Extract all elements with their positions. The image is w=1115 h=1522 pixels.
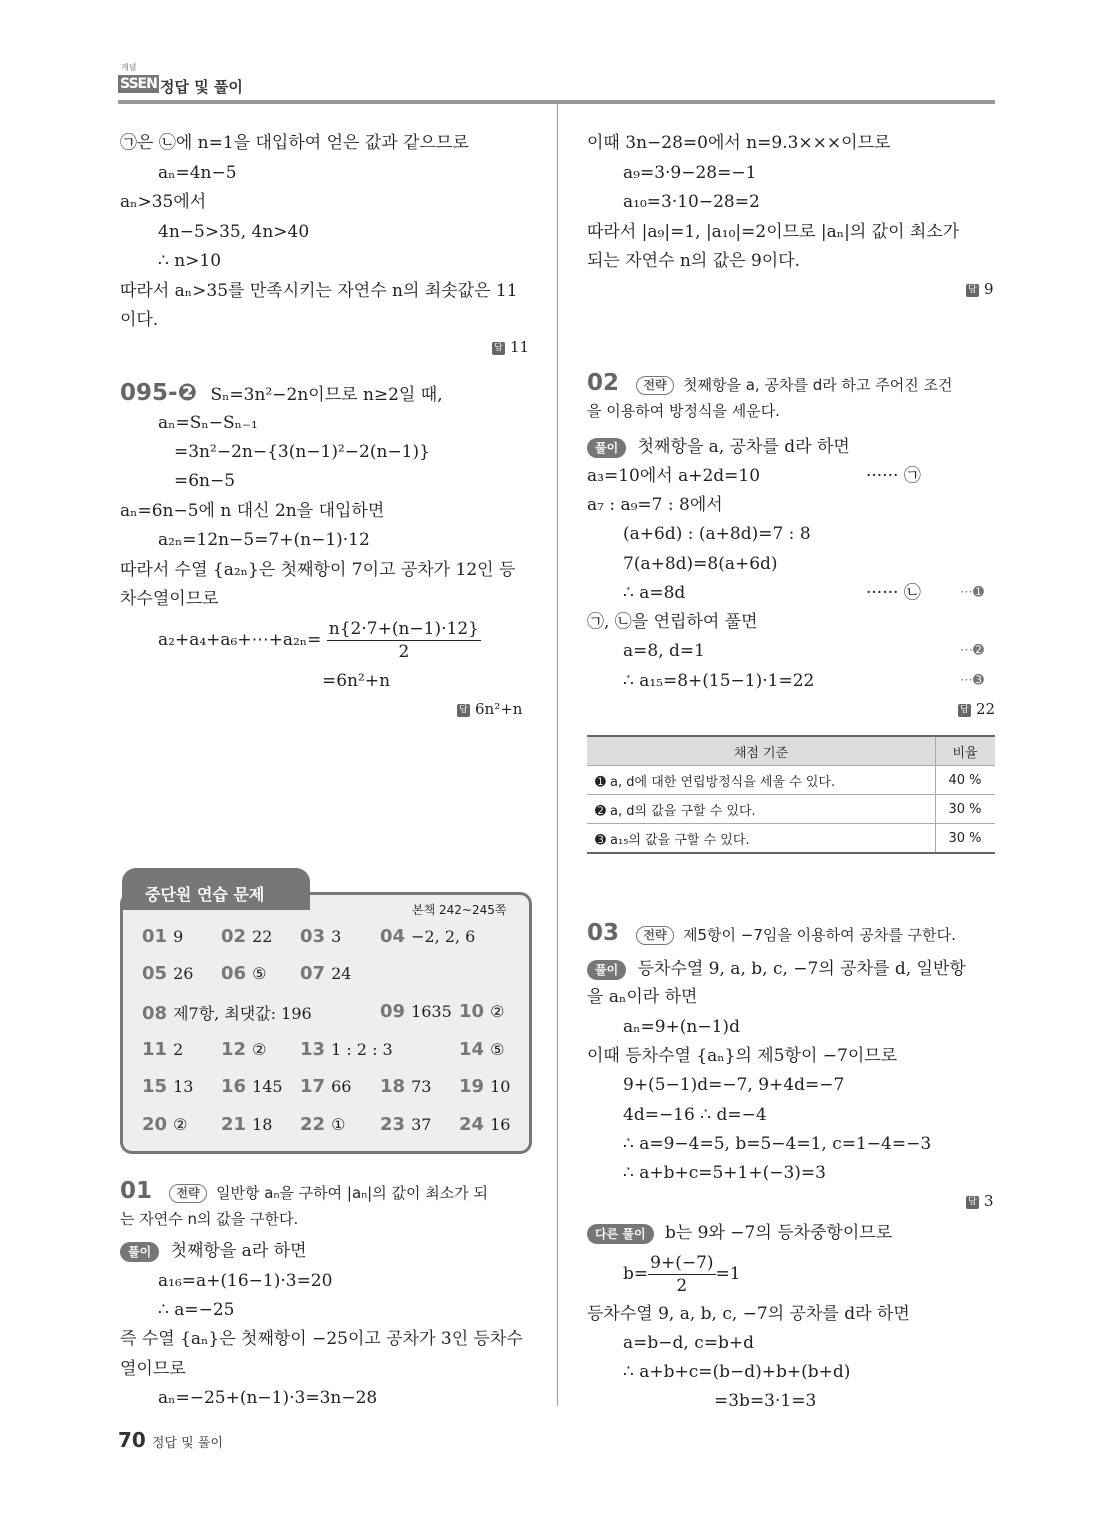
- text-line: a₁₀=3·10−28=2: [623, 192, 760, 212]
- grading-table: [587, 735, 995, 854]
- equation-mark: ······ ㉡: [866, 583, 921, 603]
- series-logo: [118, 62, 157, 98]
- table-header-row: [587, 736, 995, 766]
- strategy-tag: 전략: [169, 1184, 206, 1203]
- box-title: 중단원 연습 문제: [145, 885, 265, 904]
- answer: [966, 1192, 994, 1210]
- text-line: ∴ a=9−4=5, b=5−4=1, c=1−4=−3: [623, 1134, 932, 1154]
- table-row: [587, 824, 995, 854]
- strategy-tag: 전략: [636, 376, 673, 395]
- text-line: 따라서 |a₉|=1, |a₁₀|=2이므로 |aₙ|의 값이 최소가: [587, 222, 960, 242]
- text-line: aₙ=Sₙ−Sₙ₋₁: [158, 413, 258, 433]
- solution-tag: 풀이: [587, 960, 626, 980]
- answer-icon: 답: [958, 704, 971, 717]
- fraction-numerator: 9+(−7): [650, 1253, 714, 1273]
- table-cell: 40 %: [936, 766, 996, 795]
- text-line: a=b−d, c=b+d: [623, 1333, 754, 1353]
- answer-value: 9: [984, 280, 994, 298]
- text-line: a₇ : a₉=7 : 8에서: [587, 495, 723, 515]
- text-line: 등차수열 9, a, b, c, −7의 공차를 d라 하면: [587, 1304, 910, 1324]
- answer-value: 11: [510, 338, 530, 356]
- logo-top-text: 개념: [121, 63, 137, 72]
- text-line: 따라서 수열 {a₂ₙ}은 첫째항이 7이고 공차가 12인 등: [120, 560, 516, 580]
- footer-label: 정답 및 풀이: [151, 1436, 223, 1451]
- table-cell: 30 %: [936, 824, 996, 854]
- box-item: 17 66: [300, 1076, 352, 1097]
- box-item: 12 ②: [221, 1039, 267, 1060]
- answer: [966, 280, 994, 298]
- sum-formula: [158, 618, 481, 663]
- text-line: ㉠, ㉡을 연립하여 풀면: [587, 612, 758, 632]
- answer-icon: 답: [457, 704, 470, 717]
- text-line: ∴ a=8d: [623, 583, 686, 603]
- text-line: aₙ=6n−5에 n 대신 2n을 대입하면: [120, 501, 385, 521]
- text-line: 4n−5>35, 4n>40: [158, 222, 310, 242]
- problem-number: 02: [587, 370, 620, 396]
- problem-095: [120, 382, 443, 406]
- text-line: ∴ a+b+c=5+1+(−3)=3: [623, 1163, 826, 1183]
- table-cell: ➊ a, d에 대한 연립방정식을 세울 수 있다.: [587, 766, 936, 795]
- solution-line: 풀이 첫째항을 a라 하면: [120, 1240, 307, 1262]
- text-line: aₙ=4n−5: [158, 163, 237, 183]
- table-cell: ➌ a₁₅의 값을 구할 수 있다.: [587, 824, 936, 854]
- strategy-text: 첫째항을 a, 공차를 d라 하고 주어진 조건: [683, 376, 953, 394]
- text-line: =6n−5: [174, 471, 236, 491]
- solution-line: 풀이 등차수열 9, a, b, c, −7의 공차를 d, 일반항: [587, 958, 966, 980]
- solution-tag: 풀이: [587, 438, 626, 458]
- box-reference: 본책 242~245쪽: [412, 903, 507, 917]
- text-line: a₃=10에서 a+2d=10: [587, 466, 761, 486]
- text-line: 이때 등차수열 {aₙ}의 제5항이 −7이므로: [587, 1046, 898, 1066]
- formula-result: =1: [715, 1264, 741, 1284]
- box-item: 09 1635: [380, 1001, 452, 1022]
- answer-icon: 답: [966, 1196, 979, 1209]
- text-line: a=8, d=1: [623, 641, 705, 661]
- formula-lhs: b=: [623, 1264, 649, 1284]
- problem-01: [120, 1180, 488, 1204]
- strategy-text: 제5항이 −7임을 이용하여 공차를 구한다.: [683, 926, 956, 944]
- text-line: ∴ a+b+c=(b−d)+b+(b+d): [623, 1362, 851, 1382]
- answer: [457, 700, 522, 718]
- text-line: 즉 수열 {aₙ}은 첫째항이 −25이고 공차가 3인 등차수: [120, 1329, 523, 1349]
- problem-03: [587, 922, 956, 946]
- answer-value: 6n²+n: [475, 700, 523, 718]
- text-line: 을 aₙ이라 하면: [587, 987, 698, 1007]
- text-line: ∴ a=−25: [158, 1300, 235, 1320]
- table-row: [587, 795, 995, 824]
- problem-number: 01: [120, 1178, 153, 1204]
- box-item: 08 제7항, 최댓값: 196: [142, 1003, 312, 1024]
- text-line: a₉=3·9−28=−1: [623, 163, 757, 183]
- box-item: 22 ①: [300, 1114, 346, 1135]
- page-number: 70: [118, 1428, 146, 1452]
- box-item: 15 13: [142, 1076, 194, 1097]
- table-row: [587, 766, 995, 795]
- text-line: 7(a+8d)=8(a+6d): [623, 554, 778, 574]
- text-line: Sₙ=3n²−2n이므로 n≥2일 때,: [210, 385, 443, 405]
- answer: [958, 700, 995, 718]
- text-line: 이다.: [120, 310, 159, 330]
- step-marker: ⋯➋: [960, 643, 984, 658]
- box-item: 16 145: [221, 1076, 283, 1097]
- box-item: 21 18: [221, 1114, 273, 1135]
- alt-solution-line: 다른 풀이 b는 9와 −7의 등차중항이므로: [587, 1222, 892, 1244]
- fraction-denominator: 2: [676, 1276, 688, 1296]
- solution-line: 풀이 첫째항을 a, 공차를 d라 하면: [587, 436, 850, 458]
- problem-number: 095-❷: [120, 380, 198, 406]
- text-line: ∴ n>10: [158, 251, 222, 271]
- box-item: 02 22: [221, 926, 273, 947]
- box-item: 11 2: [142, 1039, 184, 1060]
- text-line: aₙ>35에서: [120, 192, 207, 212]
- answer-value: 3: [984, 1192, 994, 1210]
- box-item: 13 1 : 2 : 3: [300, 1039, 393, 1060]
- fraction: [327, 618, 481, 663]
- answer-icon: 답: [966, 284, 979, 297]
- box-item: 06 ⑤: [221, 963, 267, 984]
- strategy-text: 는 자연수 n의 값을 구한다.: [120, 1210, 299, 1228]
- table-header: 비율: [936, 736, 996, 766]
- answer: [492, 338, 529, 356]
- text-line: 4d=−16 ∴ d=−4: [623, 1105, 767, 1125]
- b-formula: [623, 1252, 741, 1297]
- table-cell: ➋ a, d의 값을 구할 수 있다.: [587, 795, 936, 824]
- page-footer: [118, 1428, 223, 1452]
- strategy-tag: 전략: [636, 926, 673, 945]
- text-line: a₁₆=a+(16−1)·3=20: [158, 1271, 333, 1291]
- text-line: ㉠은 ㉡에 n=1을 대입하여 얻은 값과 같으므로: [120, 133, 469, 153]
- alt-solution-tag: 다른 풀이: [587, 1224, 654, 1244]
- text-line: =3b=3·1=3: [714, 1391, 817, 1411]
- text-line: aₙ=9+(n−1)d: [623, 1017, 740, 1037]
- header-title: 정답 및 풀이: [160, 78, 243, 96]
- box-item: 03 3: [300, 926, 342, 947]
- step-marker: ⋯➌: [960, 673, 984, 688]
- formula-lhs: a₂+a₄+a₆+⋯+a₂ₙ=: [158, 630, 322, 650]
- box-item: 07 24: [300, 963, 352, 984]
- box-item: 19 10: [459, 1076, 511, 1097]
- box-item: 04 −2, 2, 6: [380, 926, 476, 947]
- text-line: 열이므로: [120, 1359, 186, 1379]
- text-line: 따라서 aₙ>35를 만족시키는 자연수 n의 최솟값은 11: [120, 281, 518, 301]
- box-item: 20 ②: [142, 1114, 188, 1135]
- text-line: ∴ a₁₅=8+(15−1)·1=22: [623, 671, 815, 691]
- text-line: aₙ=−25+(n−1)·3=3n−28: [158, 1388, 378, 1408]
- logo-bottom-text: SSEN: [120, 76, 157, 92]
- fraction-numerator: n{2·7+(n−1)·12}: [328, 619, 479, 639]
- text-line: (a+6d) : (a+8d)=7 : 8: [623, 524, 811, 544]
- box-item: 23 37: [380, 1114, 432, 1135]
- text-line: a₂ₙ=12n−5=7+(n−1)·12: [158, 530, 370, 550]
- strategy-text: 을 이용하여 방정식을 세운다.: [587, 402, 780, 420]
- fraction: [648, 1252, 715, 1297]
- equation-mark: ······ ㉠: [866, 466, 921, 486]
- box-item: 05 26: [142, 963, 194, 984]
- box-item: 10 ②: [459, 1001, 505, 1022]
- text-line: =3n²−2n−{3(n−1)²−2(n−1)}: [174, 442, 430, 462]
- answer-icon: 답: [492, 342, 505, 355]
- box-item: 24 16: [459, 1114, 511, 1135]
- table-header: 채점 기준: [587, 736, 936, 766]
- problem-number: 03: [587, 920, 620, 946]
- fraction-denominator: 2: [398, 642, 410, 662]
- text-line: 차수열이므로: [120, 589, 219, 609]
- step-marker: ⋯➊: [960, 585, 984, 600]
- strategy-text: 일반항 aₙ을 구하여 |aₙ|의 값이 최소가 되: [216, 1184, 488, 1202]
- solution-tag: 풀이: [120, 1242, 159, 1262]
- text-line: =6n²+n: [322, 671, 391, 691]
- box-item: 18 73: [380, 1076, 432, 1097]
- text-line: 9+(5−1)d=−7, 9+4d=−7: [623, 1075, 845, 1095]
- table-cell: 30 %: [936, 795, 996, 824]
- answer-value: 22: [976, 700, 996, 718]
- box-item: 01 9: [142, 926, 184, 947]
- column-divider: [557, 104, 558, 1406]
- box-item: 14 ⑤: [459, 1039, 505, 1060]
- problem-02: [587, 372, 952, 396]
- text-line: 되는 자연수 n의 값은 9이다.: [587, 251, 801, 271]
- text-line: 이때 3n−28=0에서 n=9.3×××이므로: [587, 133, 891, 153]
